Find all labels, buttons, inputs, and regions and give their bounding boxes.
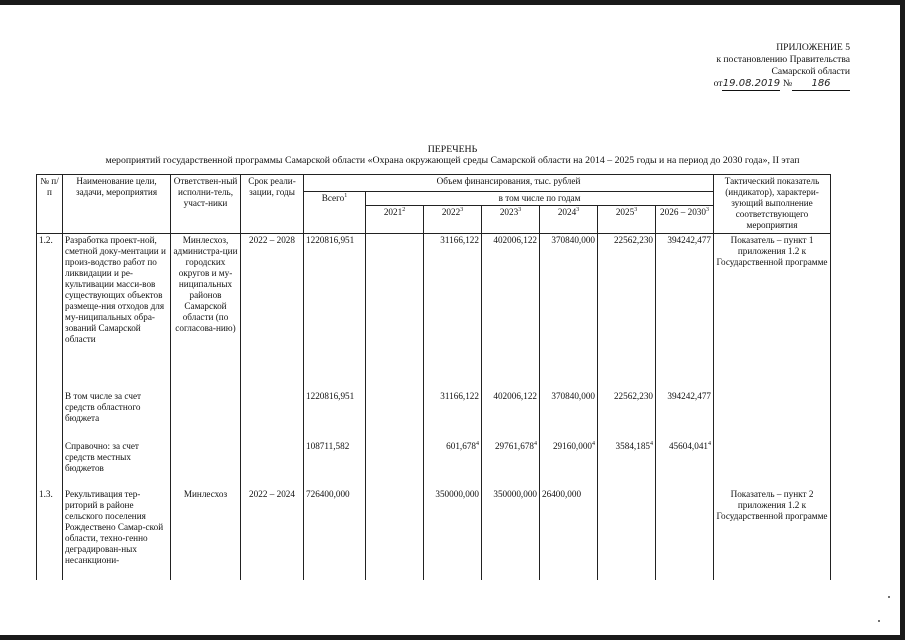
- header-2024: 2024$^3$: [540, 206, 598, 234]
- header-responsible: Ответствен-ный исполни-тель, участ-ники: [171, 175, 241, 234]
- row-num: 1.3.: [37, 488, 63, 580]
- appendix-decree: к постановлению Правительства: [716, 54, 850, 65]
- row-total: 108711,582: [304, 440, 366, 488]
- header-num: № п/п: [37, 175, 63, 234]
- row-2022: 601,678$^4$: [424, 440, 482, 488]
- date-prefix: от: [713, 78, 723, 89]
- document-subtitle: мероприятий государственной программы Самарской области «Охрана окружающей среды Самарской области на 2014 – 2025 годы и на период до 2030 года», II этап: [105, 155, 800, 166]
- row-responsible: [171, 390, 241, 440]
- table-row: [37, 488, 831, 580]
- row-2025: [598, 488, 656, 580]
- appendix-block: [660, 42, 850, 91]
- row-num: [37, 390, 63, 440]
- page-border-right: [900, 0, 905, 640]
- header-2021: 2021$^2$: [366, 206, 424, 234]
- number-prefix: №: [782, 78, 792, 89]
- row-num: [37, 440, 63, 488]
- table-row: [37, 390, 831, 440]
- row-2024: 26400,000: [540, 488, 598, 580]
- row-indicator: Показатель – пункт 2 приложения 1.2 к Государственной программе: [714, 488, 831, 580]
- scan-speck: [888, 596, 890, 598]
- row-indicator: [714, 440, 831, 488]
- row-2023: 350000,000: [482, 488, 540, 580]
- row-2024: 370840,000: [540, 234, 598, 390]
- row-total: 1220816,951: [304, 390, 366, 440]
- header-indicator: Тактический показатель (индикатор), характери-зующий выполнение соответствующего мероприятия: [714, 175, 831, 234]
- row-2024: 370840,000: [540, 390, 598, 440]
- header-2025: 2025$^3$: [598, 206, 656, 234]
- row-2023: 29761,678$^4$: [482, 440, 540, 488]
- header-total: Всего$^1$: [304, 192, 366, 234]
- row-2025: 22562,230: [598, 390, 656, 440]
- row-2022: 350000,000: [424, 488, 482, 580]
- header-name: Наименование цели, задачи, мероприятия: [63, 175, 171, 234]
- row-2026-2030: 394242,477: [656, 234, 714, 390]
- row-name: Справочно: за счет средств местных бюджетов: [63, 440, 171, 488]
- row-responsible: [171, 440, 241, 488]
- row-name: Рекультивация тер-риторий в районе сельского поселения Рождествено Самар-ской области, техно-генно деградирован-ных несанкциони-: [63, 488, 171, 580]
- row-2026-2030: 45604,041$^4$: [656, 440, 714, 488]
- row-2026-2030: [656, 488, 714, 580]
- header-funding: Объем финансирования, тыс. рублей: [304, 175, 714, 192]
- row-2021: [366, 234, 424, 390]
- table-row: [37, 234, 831, 390]
- header-2026-2030: 2026 – 2030$^3$: [656, 206, 714, 234]
- row-2021: [366, 488, 424, 580]
- row-term: 2022 – 2028: [241, 234, 304, 390]
- row-2023: 402006,122: [482, 390, 540, 440]
- row-num: 1.2.: [37, 234, 63, 390]
- row-2022: 31166,122: [424, 390, 482, 440]
- row-term: [241, 440, 304, 488]
- row-name: В том числе за счет средств областного бюджета: [63, 390, 171, 440]
- appendix-date-line: [660, 78, 850, 91]
- page-border-bottom: [0, 635, 905, 640]
- row-2022: 31166,122: [424, 234, 482, 390]
- row-2026-2030: 394242,477: [656, 390, 714, 440]
- table-row: [37, 440, 831, 488]
- row-2023: 402006,122: [482, 234, 540, 390]
- row-indicator: Показатель – пункт 1 приложения 1.2 к Государственной программе: [714, 234, 831, 390]
- page-border-top: [0, 0, 905, 5]
- activities-table: [36, 174, 831, 580]
- row-2025: 3584,185$^4$: [598, 440, 656, 488]
- row-name: Разработка проект-ной, сметной доку-ментации и произ-водство работ по ликвидации и ре-культивации масси-вов существующих объектов размеще-ния отходов для му-ниципальных обра-зований Самарской области: [63, 234, 171, 390]
- row-total: 726400,000: [304, 488, 366, 580]
- row-responsible: Минлесхоз, администра-ции городских округов и му-ниципальных районов Самарской области (по согласова-нию): [171, 234, 241, 390]
- row-2021: [366, 390, 424, 440]
- document-title: ПЕРЕЧЕНЬ: [427, 144, 478, 155]
- date-value: 19.08.2019: [722, 78, 781, 89]
- number-value: 186: [792, 78, 850, 91]
- scan-speck: [878, 620, 880, 622]
- appendix-title: ПРИЛОЖЕНИЕ 5: [776, 42, 850, 53]
- row-responsible: Минлесхоз: [171, 488, 241, 580]
- row-2021: [366, 440, 424, 488]
- row-total: 1220816,951: [304, 234, 366, 390]
- row-2025: 22562,230: [598, 234, 656, 390]
- row-2024: 29160,000$^4$: [540, 440, 598, 488]
- appendix-region: Самарской области: [771, 66, 850, 77]
- header-term: Срок реали-зации, годы: [241, 175, 304, 234]
- header-by-years: в том числе по годам: [366, 192, 714, 206]
- row-term: [241, 390, 304, 440]
- header-2023: 2023$^3$: [482, 206, 540, 234]
- row-term: 2022 – 2024: [241, 488, 304, 580]
- row-indicator: [714, 390, 831, 440]
- header-2022: 2022$^3$: [424, 206, 482, 234]
